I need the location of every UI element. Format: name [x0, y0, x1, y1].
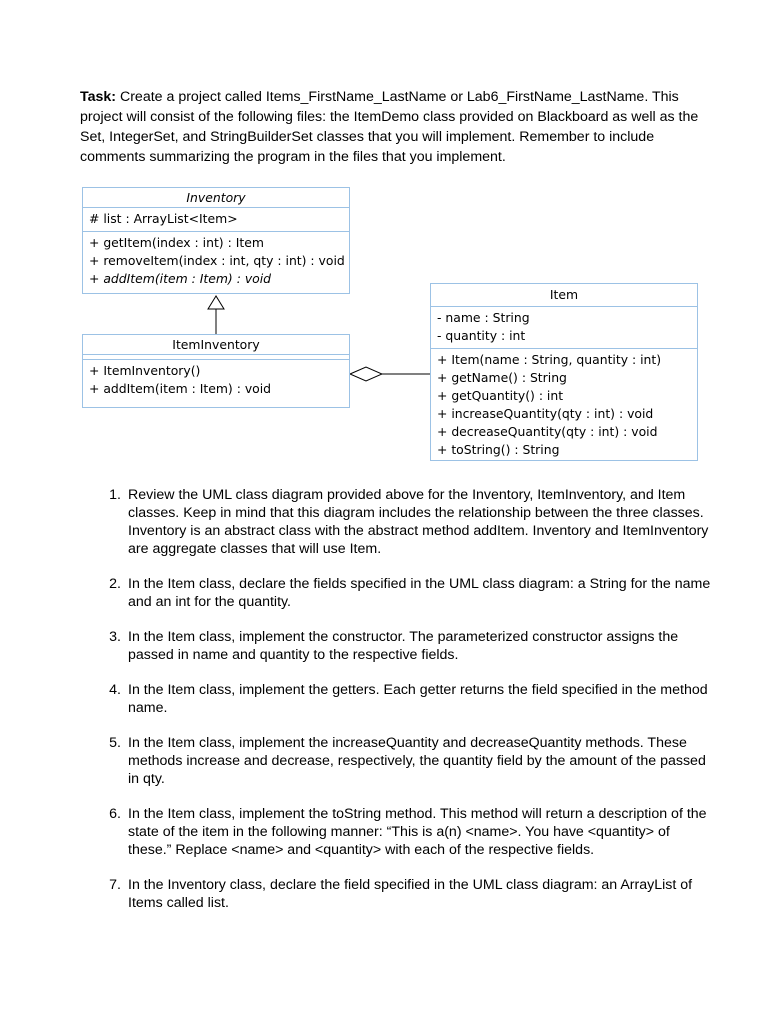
uml-fields-section: [431, 307, 697, 349]
uml-methods-section: [83, 232, 349, 291]
step-text: Review the UML class diagram provided above for the Inventory, ItemInventory, and Item classes. Keep in mind that this diagram includes the relationship between the three classes. Inventory is an abstract class with the abstract method addItem. Inventory and ItemInventory are aggregate classes that will use Item.: [128, 487, 709, 557]
uml-method: + getName() : String: [437, 370, 567, 385]
uml-methods-section: [83, 360, 349, 401]
step-text: In the Item class, implement the getters. Each getter returns the field specified in the method name.: [128, 682, 708, 716]
step-item: [101, 876, 711, 912]
step-text: In the Item class, implement the increaseQuantity and decreaseQuantity methods. These methods increase and decrease, respectively, the quantity field by the amount of the passed in qty.: [128, 735, 706, 787]
uml-method: + ItemInventory(): [89, 363, 201, 378]
step-number: 4.: [109, 682, 121, 698]
step-item: [101, 805, 711, 859]
step-text: In the Item class, implement the constructor. The parameterized constructor assigns the passed in name and quantity to the respective fields.: [128, 629, 679, 663]
uml-class-item: [430, 283, 698, 461]
step-item: [101, 575, 711, 611]
uml-method: + addItem(item : Item) : void: [89, 381, 272, 396]
steps-list: [101, 486, 711, 929]
uml-methods-section: [431, 349, 697, 462]
uml-class-name: ItemInventory: [83, 335, 349, 355]
step-item: [101, 486, 711, 558]
step-number: 2.: [109, 576, 121, 592]
uml-field: # list : ArrayList<Item>: [89, 211, 238, 226]
uml-method: + decreaseQuantity(qty : int) : void: [437, 424, 658, 439]
step-text: In the Inventory class, declare the field specified in the UML class diagram: an ArrayList of Items called list.: [128, 877, 693, 911]
uml-fields-section: [83, 208, 349, 232]
step-number: 3.: [109, 629, 121, 645]
uml-class-inventory: [82, 187, 350, 294]
aggregation-diamond: [350, 367, 382, 381]
step-item: [101, 628, 711, 664]
uml-method: + toString() : String: [437, 442, 560, 457]
step-number: 1.: [109, 487, 121, 503]
task-label: Task:: [80, 89, 117, 105]
step-text: In the Item class, declare the fields specified in the UML class diagram: a String for the name and an int for the quantity.: [128, 576, 711, 610]
step-number: 6.: [109, 806, 121, 822]
uml-method: + getQuantity() : int: [437, 388, 564, 403]
step-item: [101, 681, 711, 717]
uml-class-iteminventory: [82, 334, 350, 408]
uml-abstract-method: + addItem(item : Item) : void: [89, 271, 272, 286]
uml-class-name: Item: [431, 284, 697, 307]
uml-class-name: Inventory: [83, 188, 349, 208]
step-item: [101, 734, 711, 788]
step-text: In the Item class, implement the toString method. This method will return a description of the state of the item in the following manner: “This is a(n) <name>. You have <quantity> of these.” Replace <name> and <quantity> with each of the respective fields.: [128, 806, 707, 858]
task-text: Create a project called Items_FirstName_LastName or Lab6_FirstName_LastName. This project will consist of the following files: the ItemDemo class provided on Blackboard as well as the Set, IntegerSet, and StringBuilderSet classes that you will implement. Remember to include comments summarizing the program in the files that you implement.: [80, 89, 699, 165]
step-number: 7.: [109, 877, 121, 893]
uml-method: + removeItem(index : int, qty : int) : void: [89, 253, 345, 268]
uml-method: + Item(name : String, quantity : int): [437, 352, 662, 367]
uml-method: + increaseQuantity(qty : int) : void: [437, 406, 654, 421]
uml-field: - name : String: [437, 310, 530, 325]
generalization-arrowhead: [208, 296, 224, 309]
uml-method: + getItem(index : int) : Item: [89, 235, 264, 250]
uml-field: - quantity : int: [437, 328, 526, 343]
step-number: 5.: [109, 735, 121, 751]
